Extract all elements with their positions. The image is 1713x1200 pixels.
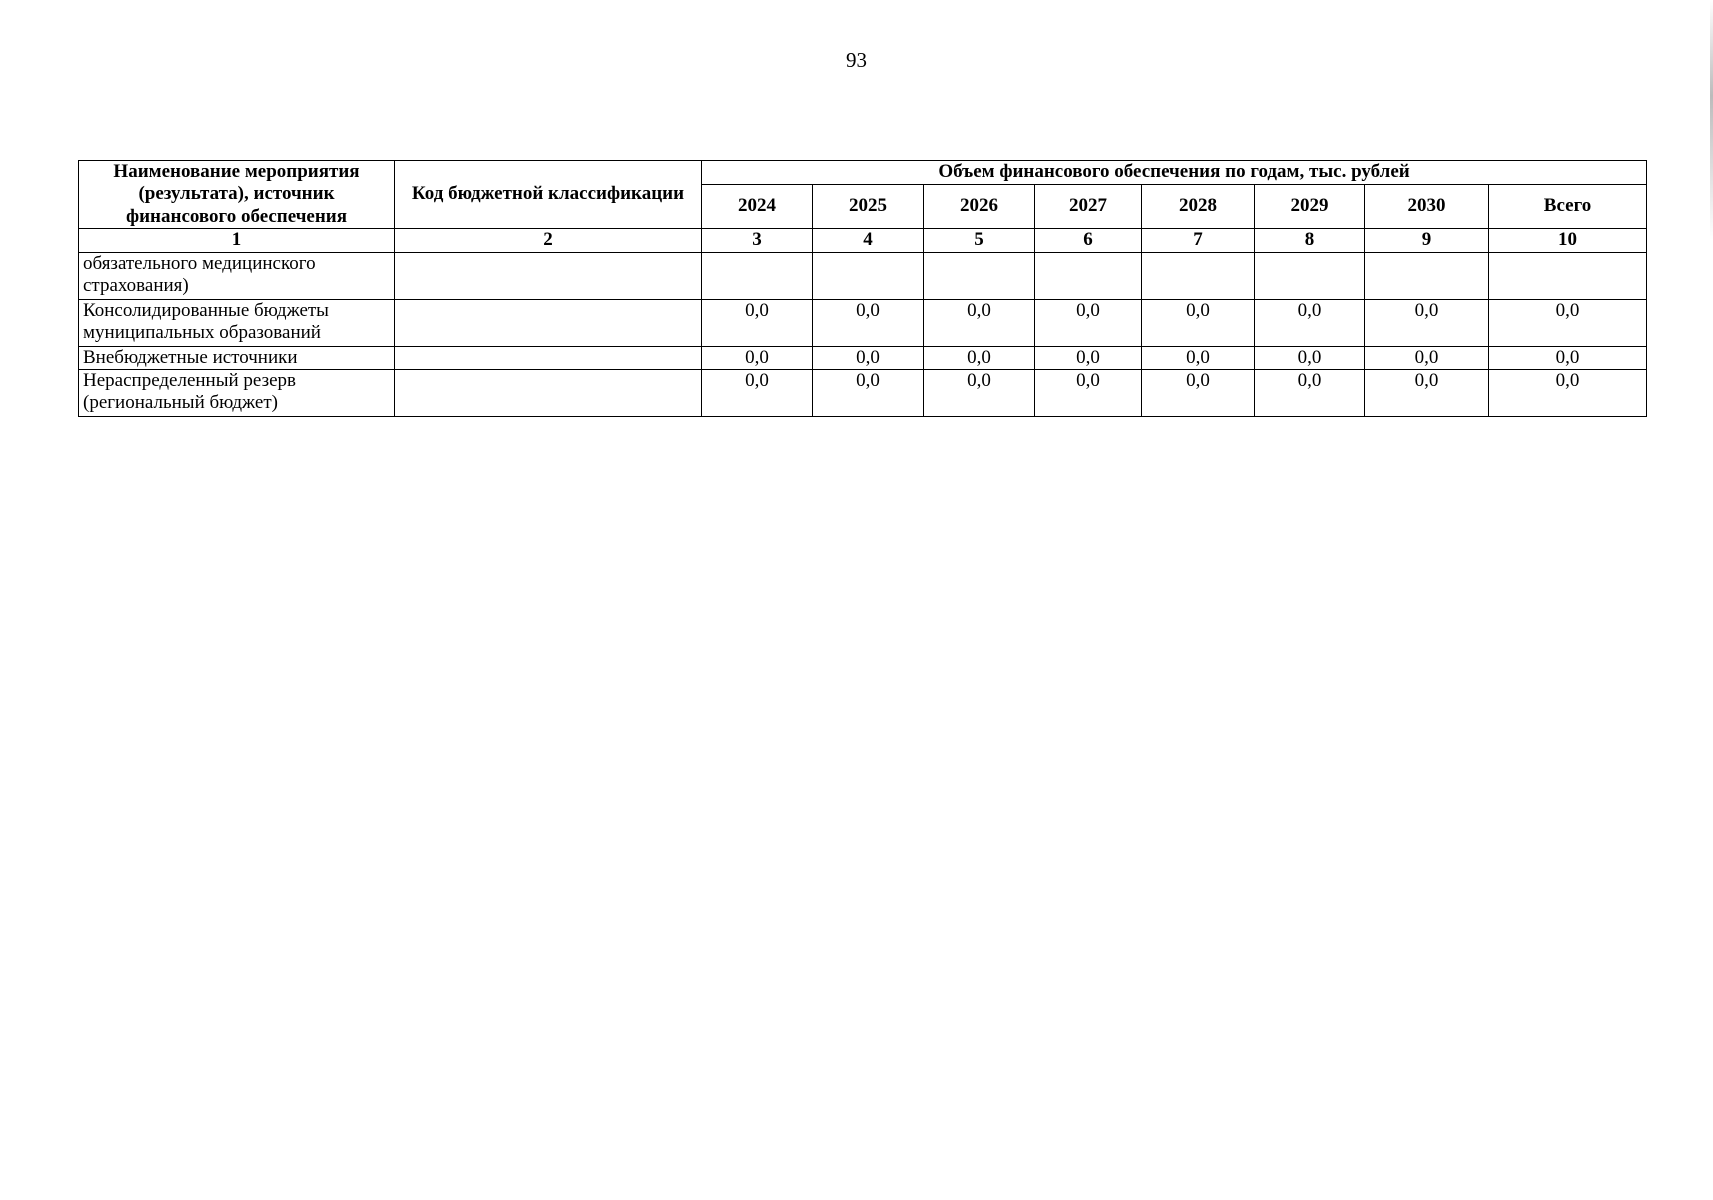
row-total — [1489, 252, 1647, 299]
row-value: 0,0 — [1142, 299, 1255, 346]
page-number: 93 — [846, 48, 867, 72]
row-value: 0,0 — [702, 299, 813, 346]
row-value: 0,0 — [1255, 299, 1365, 346]
column-number: 2 — [395, 229, 702, 252]
row-value — [702, 252, 813, 299]
header-year: 2025 — [813, 185, 924, 229]
header-year: 2027 — [1035, 185, 1142, 229]
row-value: 0,0 — [1035, 299, 1142, 346]
row-code — [395, 370, 702, 417]
row-value: 0,0 — [813, 299, 924, 346]
table-row — [79, 299, 1647, 346]
row-value: 0,0 — [1365, 370, 1489, 417]
table-row — [79, 370, 1647, 417]
table-row — [79, 346, 1647, 369]
header-funding-group: Объем финансового обеспечения по годам, тыс. рублей — [702, 161, 1647, 185]
row-total: 0,0 — [1489, 346, 1647, 369]
row-value: 0,0 — [1365, 346, 1489, 369]
row-name: Внебюджетные источники — [79, 346, 395, 369]
column-number: 7 — [1142, 229, 1255, 252]
header-year: 2029 — [1255, 185, 1365, 229]
row-value: 0,0 — [924, 346, 1035, 369]
column-number: 6 — [1035, 229, 1142, 252]
row-value: 0,0 — [702, 370, 813, 417]
header-row — [79, 161, 1647, 185]
column-number: 1 — [79, 229, 395, 252]
row-value — [1035, 252, 1142, 299]
column-number: 4 — [813, 229, 924, 252]
financing-table — [78, 160, 1647, 417]
row-value: 0,0 — [1142, 346, 1255, 369]
header-total: Всего — [1489, 185, 1647, 229]
row-value — [924, 252, 1035, 299]
table-row — [79, 252, 1647, 299]
header-year: 2026 — [924, 185, 1035, 229]
column-number: 9 — [1365, 229, 1489, 252]
row-code — [395, 346, 702, 369]
header-year: 2024 — [702, 185, 813, 229]
row-value — [813, 252, 924, 299]
row-value: 0,0 — [1035, 370, 1142, 417]
row-value — [1365, 252, 1489, 299]
row-value: 0,0 — [1035, 346, 1142, 369]
header-code: Код бюджетной классификации — [395, 161, 702, 229]
row-name: Консолидированные бюджеты муниципальных образований — [79, 299, 395, 346]
row-value: 0,0 — [1142, 370, 1255, 417]
row-value: 0,0 — [1255, 346, 1365, 369]
column-number: 3 — [702, 229, 813, 252]
row-code — [395, 252, 702, 299]
column-number: 10 — [1489, 229, 1647, 252]
row-value: 0,0 — [924, 299, 1035, 346]
row-value: 0,0 — [702, 346, 813, 369]
row-value: 0,0 — [924, 370, 1035, 417]
header-year: 2028 — [1142, 185, 1255, 229]
row-value: 0,0 — [813, 346, 924, 369]
column-number: 8 — [1255, 229, 1365, 252]
row-name: Нераспределенный резерв (региональный бюджет) — [79, 370, 395, 417]
header-name: Наименование мероприятия (результата), источник финансового обеспечения — [79, 161, 395, 229]
row-value: 0,0 — [1365, 299, 1489, 346]
row-code — [395, 299, 702, 346]
column-number: 5 — [924, 229, 1035, 252]
row-name: обязательного медицинского страхования) — [79, 252, 395, 299]
header-year: 2030 — [1365, 185, 1489, 229]
row-total: 0,0 — [1489, 370, 1647, 417]
row-value: 0,0 — [813, 370, 924, 417]
row-value — [1255, 252, 1365, 299]
column-number-row — [79, 229, 1647, 252]
row-total: 0,0 — [1489, 299, 1647, 346]
row-value: 0,0 — [1255, 370, 1365, 417]
row-value — [1142, 252, 1255, 299]
